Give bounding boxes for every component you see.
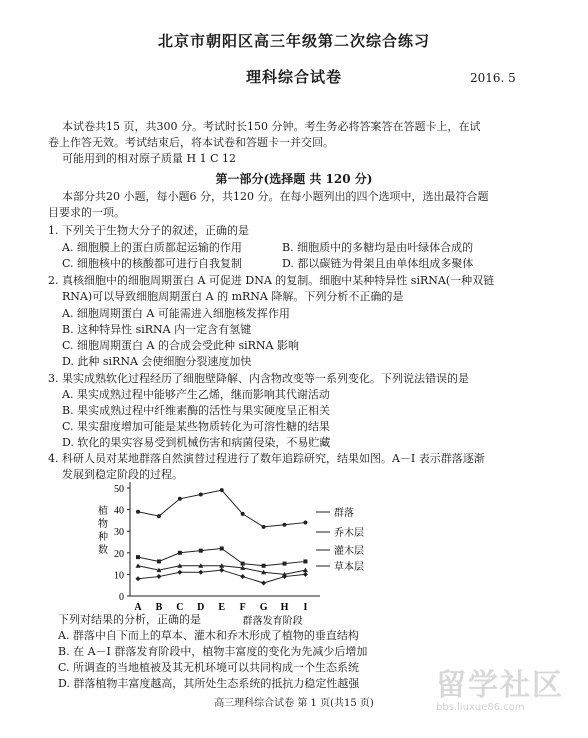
q3-option-c: C. 果实甜度增加可能是某些物质转化为可溶性糖的结果 [62,420,331,433]
part1-desc-2: 目要求的一项。 [48,206,125,219]
data-point [303,521,307,525]
data-point [283,523,287,527]
x-tick-label: H [280,602,289,613]
q1-option-d: D. 都以碳链为骨架且由单体组成多聚体 [282,257,474,270]
y-axis-label-char: 种 [98,532,108,543]
q2-stem-1: 2. 真核细胞中的细胞周期蛋白 A 可促进 DNA 的复制。细胞中某种特异性 siRNA(一种双链 [48,274,495,287]
legend-label: 草本层 [334,562,364,573]
q2-option-d: D. 此种 siRNA 会使细胞分裂速度加快 [62,355,252,368]
data-point [136,563,141,568]
x-tick-label: B [155,602,163,613]
exam-subtitle: 理科综合试卷 [245,68,342,86]
part1-heading: 第一部分(选择题 共 120 分) [215,172,373,186]
q2-option-b: B. 这种特异性 siRNA 内一定含有氢键 [62,323,252,336]
q4-option-d: D. 群落植物丰富度越高，其所处生态系统的抵抗力稳定性越强 [58,677,360,690]
legend-label: 群落 [334,508,354,519]
data-point [220,488,224,492]
q1-option-a: A. 细胞膜上的蛋白质都起运输的作用 [62,241,242,254]
exam-date: 2016. 5 [470,71,516,85]
data-point [241,512,245,516]
y-axis-label-char: 植 [98,506,108,517]
y-tick-label: 20 [114,548,124,560]
q2-stem-2: RNA)可以导致细胞周期蛋白 A 的 mRNA 降解。下列分析不正确的是 [62,290,404,303]
y-tick-label: 40 [114,505,124,517]
data-point [303,568,308,573]
x-axis-label: 群落发育阶段 [242,616,303,627]
data-point [262,564,266,568]
part1-desc-1: 本部分共20 小题，每小题6 分，共120 分。在每小题列出的四个选项中，选出最符合题 [62,190,489,203]
y-axis-label-char: 数 [98,545,108,556]
x-tick-label: A [134,602,142,613]
series-line [138,548,305,565]
data-point [220,546,224,550]
intro-line-1: 本试卷共15 页，共300 分。考试时长150 分钟。考生务必将答案答在答题卡上，在试 [62,120,481,133]
page-footer: 高三理科综合试卷 第 1 页(共15 页) [214,698,374,709]
q2-option-a: A. 细胞周期蛋白 A 可能需进入细胞核发挥作用 [62,307,290,320]
data-point [240,574,245,579]
x-tick-label: C [176,602,184,613]
x-tick-label: I [303,602,308,613]
data-point [199,549,203,553]
q4-stem-1: 4. 科研人员对某地群落自然演替过程进行了数年追踪研究，结果如图。A－I 表示群落逐渐 [48,452,485,465]
q3-stem: 3. 果实成熟软化过程经历了细胞壁降解、内含物改变等一系列变化。下列说法错误的是 [48,372,469,385]
y-tick-label: 30 [114,527,124,539]
x-tick-label: D [197,602,205,613]
data-point [157,559,161,563]
data-point [136,555,140,559]
q1-option-c: C. 细胞核中的核酸都可进行自我复制 [62,257,243,270]
q4-option-b: B. 在 A－I 群落发育阶段中，植物丰富度的变化为先减少后增加 [58,645,368,658]
q4-after: 下列对结果的分析，正确的是 [58,613,201,626]
data-point [156,574,161,579]
succession-line-chart [60,470,380,627]
x-tick-label: G [259,602,268,613]
data-point [282,574,287,579]
data-point [219,568,224,573]
data-point [157,514,161,518]
y-axis-label-char: 物 [98,519,108,530]
data-point [178,551,182,555]
q2-option-c: C. 细胞周期蛋白 A 的合成会受此种 siRNA 影响 [62,339,299,352]
exam-title: 北京市朝阳区高三年级第二次综合练习 [157,32,430,50]
watermark-text: 留学社区 [436,668,564,703]
watermark-logo [430,658,580,728]
data-point [177,570,182,575]
y-tick-label: 0 [119,592,124,603]
data-point [136,576,141,581]
series-line [138,490,305,527]
data-point [136,510,140,514]
y-tick-label: 10 [114,570,124,582]
x-tick-label: E [218,602,226,613]
x-tick-label: F [239,602,246,613]
intro-line-2: 卷上作答无效。考试结束后，将本试卷和答题卡一并交回。 [48,136,334,149]
legend-label: 乔木层 [334,528,364,539]
data-point [241,562,245,566]
data-point [199,492,203,496]
data-point [261,581,266,586]
watermark-url: bbs.liuxue86.com [436,702,525,713]
intro-line-3: 可能用到的相对原子质量 H 1 C 12 [62,152,236,165]
y-tick-label: 50 [114,484,124,495]
data-point [198,570,203,575]
q4-stem-2: 发展到稳定阶段的过程。 [62,468,183,481]
legend-label: 灌木层 [334,546,364,557]
q3-option-a: A. 果实成熟过程中能够产生乙烯，继而影响其代谢活动 [62,388,330,401]
q3-option-b: B. 果实成熟过程中纤维素酶的活性与果实硬度呈正相关 [62,404,331,417]
data-point [262,525,266,529]
data-point [283,562,287,566]
data-point [303,559,307,563]
q3-option-d: D. 软化的果实容易受到机械伤害和病菌侵染，不易贮藏 [62,436,331,449]
q4-option-c: C. 所调查的当地植被及其无机环境可以共同构成一个生态系统 [58,661,360,674]
data-point [303,572,308,577]
data-point [178,497,182,501]
q1-stem: 1. 下列关于生物大分子的叙述，正确的是 [48,224,249,237]
q1-option-b: B. 细胞质中的多糖均是由叶绿体合成的 [282,241,474,254]
q4-option-a: A. 群落中自下而上的草本、灌木和乔木形成了植物的垂直结构 [58,629,359,642]
